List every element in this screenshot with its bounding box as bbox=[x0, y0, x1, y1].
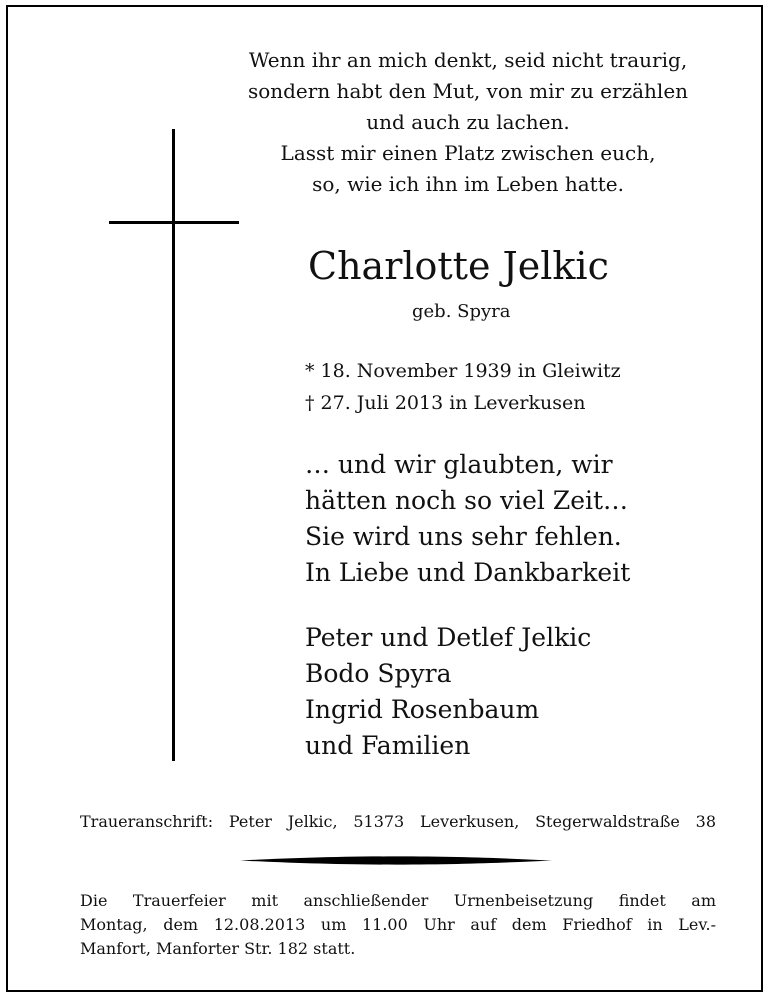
death-date: † 27. Juli 2013 in Leverkusen bbox=[305, 392, 586, 414]
poem-line: und auch zu lachen. bbox=[366, 110, 570, 134]
farewell-line: In Liebe und Dankbarkeit bbox=[305, 558, 631, 587]
poem-line: sondern habt den Mut, von mir zu erzählen bbox=[247, 79, 689, 103]
farewell-line: Sie wird uns sehr fehlen. bbox=[305, 522, 622, 551]
life-dates bbox=[305, 355, 621, 419]
mourner-line: Bodo Spyra bbox=[305, 659, 452, 688]
poem-line: Lasst mir einen Platz zwischen euch, bbox=[280, 141, 656, 165]
mourner-line: Ingrid Rosenbaum bbox=[305, 695, 540, 724]
ornamental-divider bbox=[240, 856, 552, 865]
birth-name: geb. Spyra bbox=[412, 301, 511, 322]
ceremony-line: Manfort, Manforter Str. 182 statt. bbox=[80, 939, 356, 958]
poem-line: so, wie ich ihn im Leben hatte. bbox=[312, 172, 624, 196]
poem-line: Wenn ihr an mich denkt, seid nicht traurig, bbox=[248, 48, 688, 72]
deceased-name: Charlotte Jelkic bbox=[308, 244, 609, 288]
ceremony-line: Montag, dem 12.08.2013 um 11.00 Uhr auf dem Friedhof in Lev.- bbox=[80, 915, 716, 934]
mourning-address: Traueranschrift: Peter Jelkic, 51373 Leverkusen, Stegerwaldstraße 38 bbox=[80, 812, 716, 831]
mourners-list bbox=[305, 620, 591, 764]
mourner-line: Peter und Detlef Jelkic bbox=[305, 623, 592, 652]
obituary-frame bbox=[6, 5, 763, 992]
birth-date: * 18. November 1939 in Gleiwitz bbox=[305, 360, 621, 382]
farewell-message bbox=[305, 447, 630, 591]
memorial-poem bbox=[223, 45, 713, 200]
cross-icon-horizontal-beam bbox=[109, 221, 239, 224]
ceremony-line: Die Trauerfeier mit anschließender Urnenbeisetzung findet am bbox=[80, 891, 716, 910]
mourner-line: und Familien bbox=[305, 731, 471, 760]
farewell-line: hätten noch so viel Zeit… bbox=[305, 486, 629, 515]
ceremony-notice bbox=[80, 889, 716, 961]
farewell-line: … und wir glaubten, wir bbox=[305, 450, 613, 479]
